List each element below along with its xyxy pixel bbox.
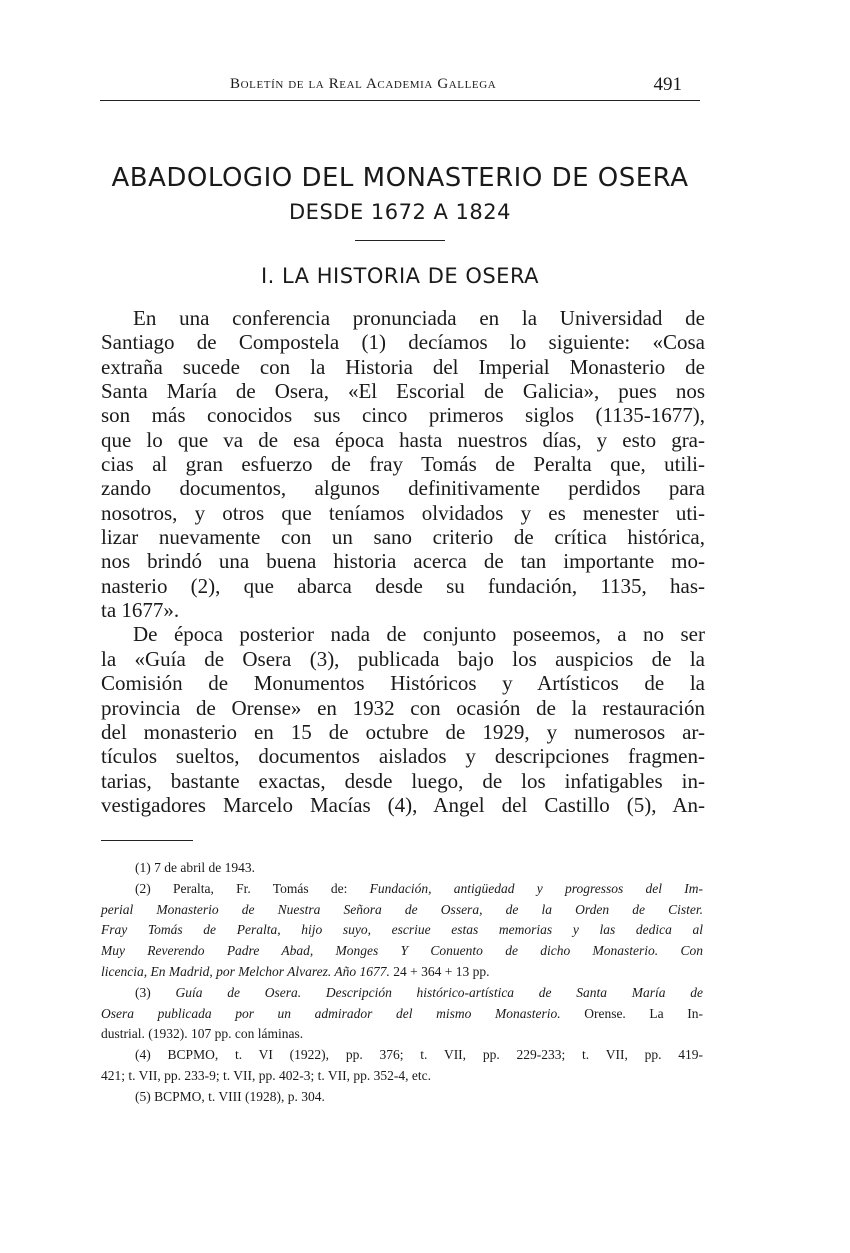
footnote-text: BCPMO, t. VI (1922), pp. 376; t. VII, pp. 229-233; t. VII, pp. 419- (167, 1047, 704, 1063)
text-line: vestigadores Marcelo Macías (4), Angel del Castillo (5), An- (101, 792, 705, 817)
footnote-title: Muy Reverendo Padre Abad, Monges Y Conuento de dicho Monasterio. (101, 943, 659, 959)
text-line: que lo que va de esa época hasta nuestros días, y esto gra- (101, 427, 705, 452)
footnote-title: Fundación, antigüedad y progressos del Im- (369, 880, 704, 896)
footnote-title: Guía de Osera. Descripción histórico-artística de Santa María de (175, 984, 703, 1000)
text-line: ta 1677». (101, 598, 180, 623)
footnote-mark: (1) (135, 860, 151, 875)
footnote-title: perial Monasterio de Nuestra Señora de Ossera, de la Orden de Cister. (101, 901, 703, 917)
text-line: Santa María de Osera, «El Escorial de Galicia», pues nos (101, 379, 705, 404)
text-line: la «Guía de Osera (3), publicada bajo los auspicios de la (101, 646, 705, 671)
text-line: provincia de Orense» en 1932 con ocasión de la restauración (101, 695, 705, 720)
page-number: 491 (653, 74, 682, 95)
footnote-mark: (2) (135, 880, 151, 896)
footnote-pages: 24 + 364 + 13 pp. (393, 963, 490, 979)
footnote-5 (101, 1087, 703, 1108)
footnote-title: Fray Tomás de Peralta, hijo suyo, escriue estas memorias y las dedica al (101, 922, 703, 938)
footnote-text: 7 de abril de 1943. (154, 860, 255, 875)
text-line: lizar nuevamente con un sano criterio de crítica histórica, (101, 525, 705, 550)
footnote-3 (101, 983, 703, 1004)
text-line: nos brindó una buena historia acerca de tan importante mo- (101, 549, 705, 574)
footnote-title: Osera publicada por un admirador del mismo Monasterio. (101, 1005, 561, 1021)
footnote-1 (101, 858, 703, 879)
footnote-imprint: Con (680, 943, 703, 959)
text-line: cias al gran esfuerzo de fray Tomás de Peralta que, utili- (101, 452, 705, 477)
footnote-mark: (4) (135, 1047, 151, 1063)
paragraph-2 (101, 622, 705, 817)
text-line: extraña sucede con la Historia del Imperial Monasterio de (101, 354, 705, 379)
text-line: del monasterio en 15 de octubre de 1929, y numerosos ar- (101, 719, 705, 744)
footnote-imprint: dustrial. (1932). 107 pp. con láminas. (101, 1026, 304, 1042)
text-line: zando documentos, algunos definitivamente perdidos para (101, 476, 705, 501)
footnote-imprint: licencia, En Madrid, por Melchor Alvarez. Año 1677. (101, 963, 390, 979)
footnote-imprint: Orense. La In- (584, 1005, 703, 1021)
footnote-continuation (101, 941, 703, 962)
journal-title: Boletín de la Real Academia Gallega (230, 76, 497, 92)
footnote-continuation (101, 962, 703, 983)
paragraph-1 (101, 306, 705, 622)
footnote-rule (101, 840, 193, 841)
footnotes (101, 858, 703, 1108)
footnote-continuation (101, 1004, 703, 1025)
text-line: Comisión de Monumentos Históricos y Artísticos de la (101, 671, 705, 696)
title-rule (355, 240, 445, 241)
text-line: En una conferencia pronunciada en la Universidad de (133, 306, 705, 330)
text-line: son más conocidos sus cinco primeros siglos (1135-1677), (101, 403, 705, 428)
text-line: nosotros, y otros que teníamos olvidados y es menester uti- (101, 500, 705, 525)
article-title: ABADOLOGIO DEL MONASTERIO DE OSERA (111, 163, 689, 193)
text-line: tarias, bastante exactas, desde luego, de los infatigables in- (101, 768, 705, 793)
text-line: Santiago de Compostela (1) decíamos lo siguiente: «Cosa (101, 330, 705, 355)
footnote-mark: (5) (135, 1088, 151, 1104)
footnote-author: Peralta, Fr. Tomás de: (173, 880, 348, 896)
article-subtitle: DESDE 1672 A 1824 (289, 200, 511, 224)
footnote-text: BCPMO, t. VIII (1928), p. 304. (154, 1088, 325, 1104)
footnote-4 (101, 1045, 703, 1066)
body-text (101, 306, 705, 817)
header-rule (100, 100, 700, 101)
text-line: De época posterior nada de conjunto poseemos, a no ser (133, 622, 705, 647)
section-heading: I. LA HISTORIA DE OSERA (260, 264, 540, 288)
footnote-2 (101, 879, 703, 900)
footnote-mark: (3) (135, 984, 151, 1000)
running-header (100, 70, 700, 100)
text-line: tículos sueltos, documentos aislados y descripciones fragmen- (101, 744, 705, 769)
footnote-text: 421; t. VII, pp. 233-9; t. VII, pp. 402-3; t. VII, pp. 352-4, etc. (101, 1067, 431, 1083)
text-line: nasterio (2), que abarca desde su fundación, 1135, has- (101, 573, 705, 598)
